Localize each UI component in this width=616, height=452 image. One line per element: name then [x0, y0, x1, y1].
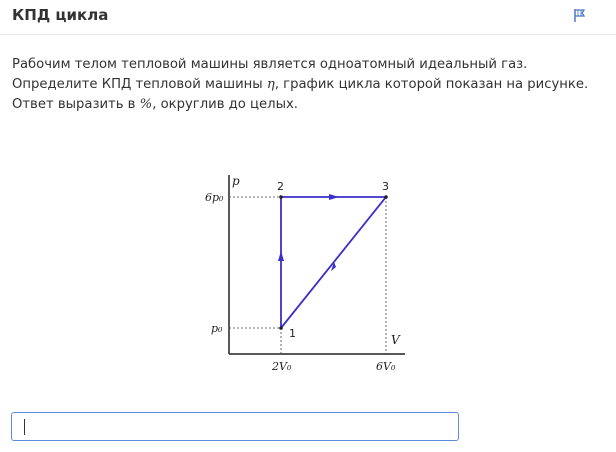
header-divider — [0, 34, 616, 35]
axis-p-label: p — [232, 174, 240, 188]
eta-symbol: η — [266, 77, 275, 92]
point-marker-2 — [279, 195, 283, 199]
problem-text — [12, 55, 612, 115]
point-label-1: 1 — [289, 327, 296, 340]
problem-text-part2: , график цикла которой показан на рисунке. Ответ выразить в — [12, 77, 589, 112]
flag-icon[interactable] — [572, 7, 588, 23]
problem-text-part3: , округлив до целых. — [152, 97, 298, 112]
page-title: КПД цикла — [12, 6, 109, 24]
problem-text-part1: Рабочим телом тепловой машины является одноатомный идеальный газ. Определите КПД тепловой машины — [12, 57, 528, 92]
tick-2v0: 2V₀ — [272, 360, 292, 373]
tick-6p0: 6p₀ — [205, 191, 224, 204]
percent-symbol: % — [139, 97, 153, 112]
tick-p0: p₀ — [211, 322, 223, 335]
text-caret — [24, 419, 25, 435]
pv-cycle-diagram — [195, 165, 425, 380]
axis-v-label: V — [391, 333, 400, 347]
process-3-1 — [281, 197, 386, 328]
point-label-3: 3 — [382, 180, 389, 193]
answer-input[interactable] — [11, 412, 459, 441]
point-marker-1 — [279, 326, 283, 330]
arrow-1-2 — [278, 251, 284, 261]
point-label-2: 2 — [277, 180, 284, 193]
arrow-2-3 — [329, 194, 339, 200]
point-marker-3 — [384, 195, 388, 199]
tick-6v0: 6V₀ — [376, 360, 396, 373]
